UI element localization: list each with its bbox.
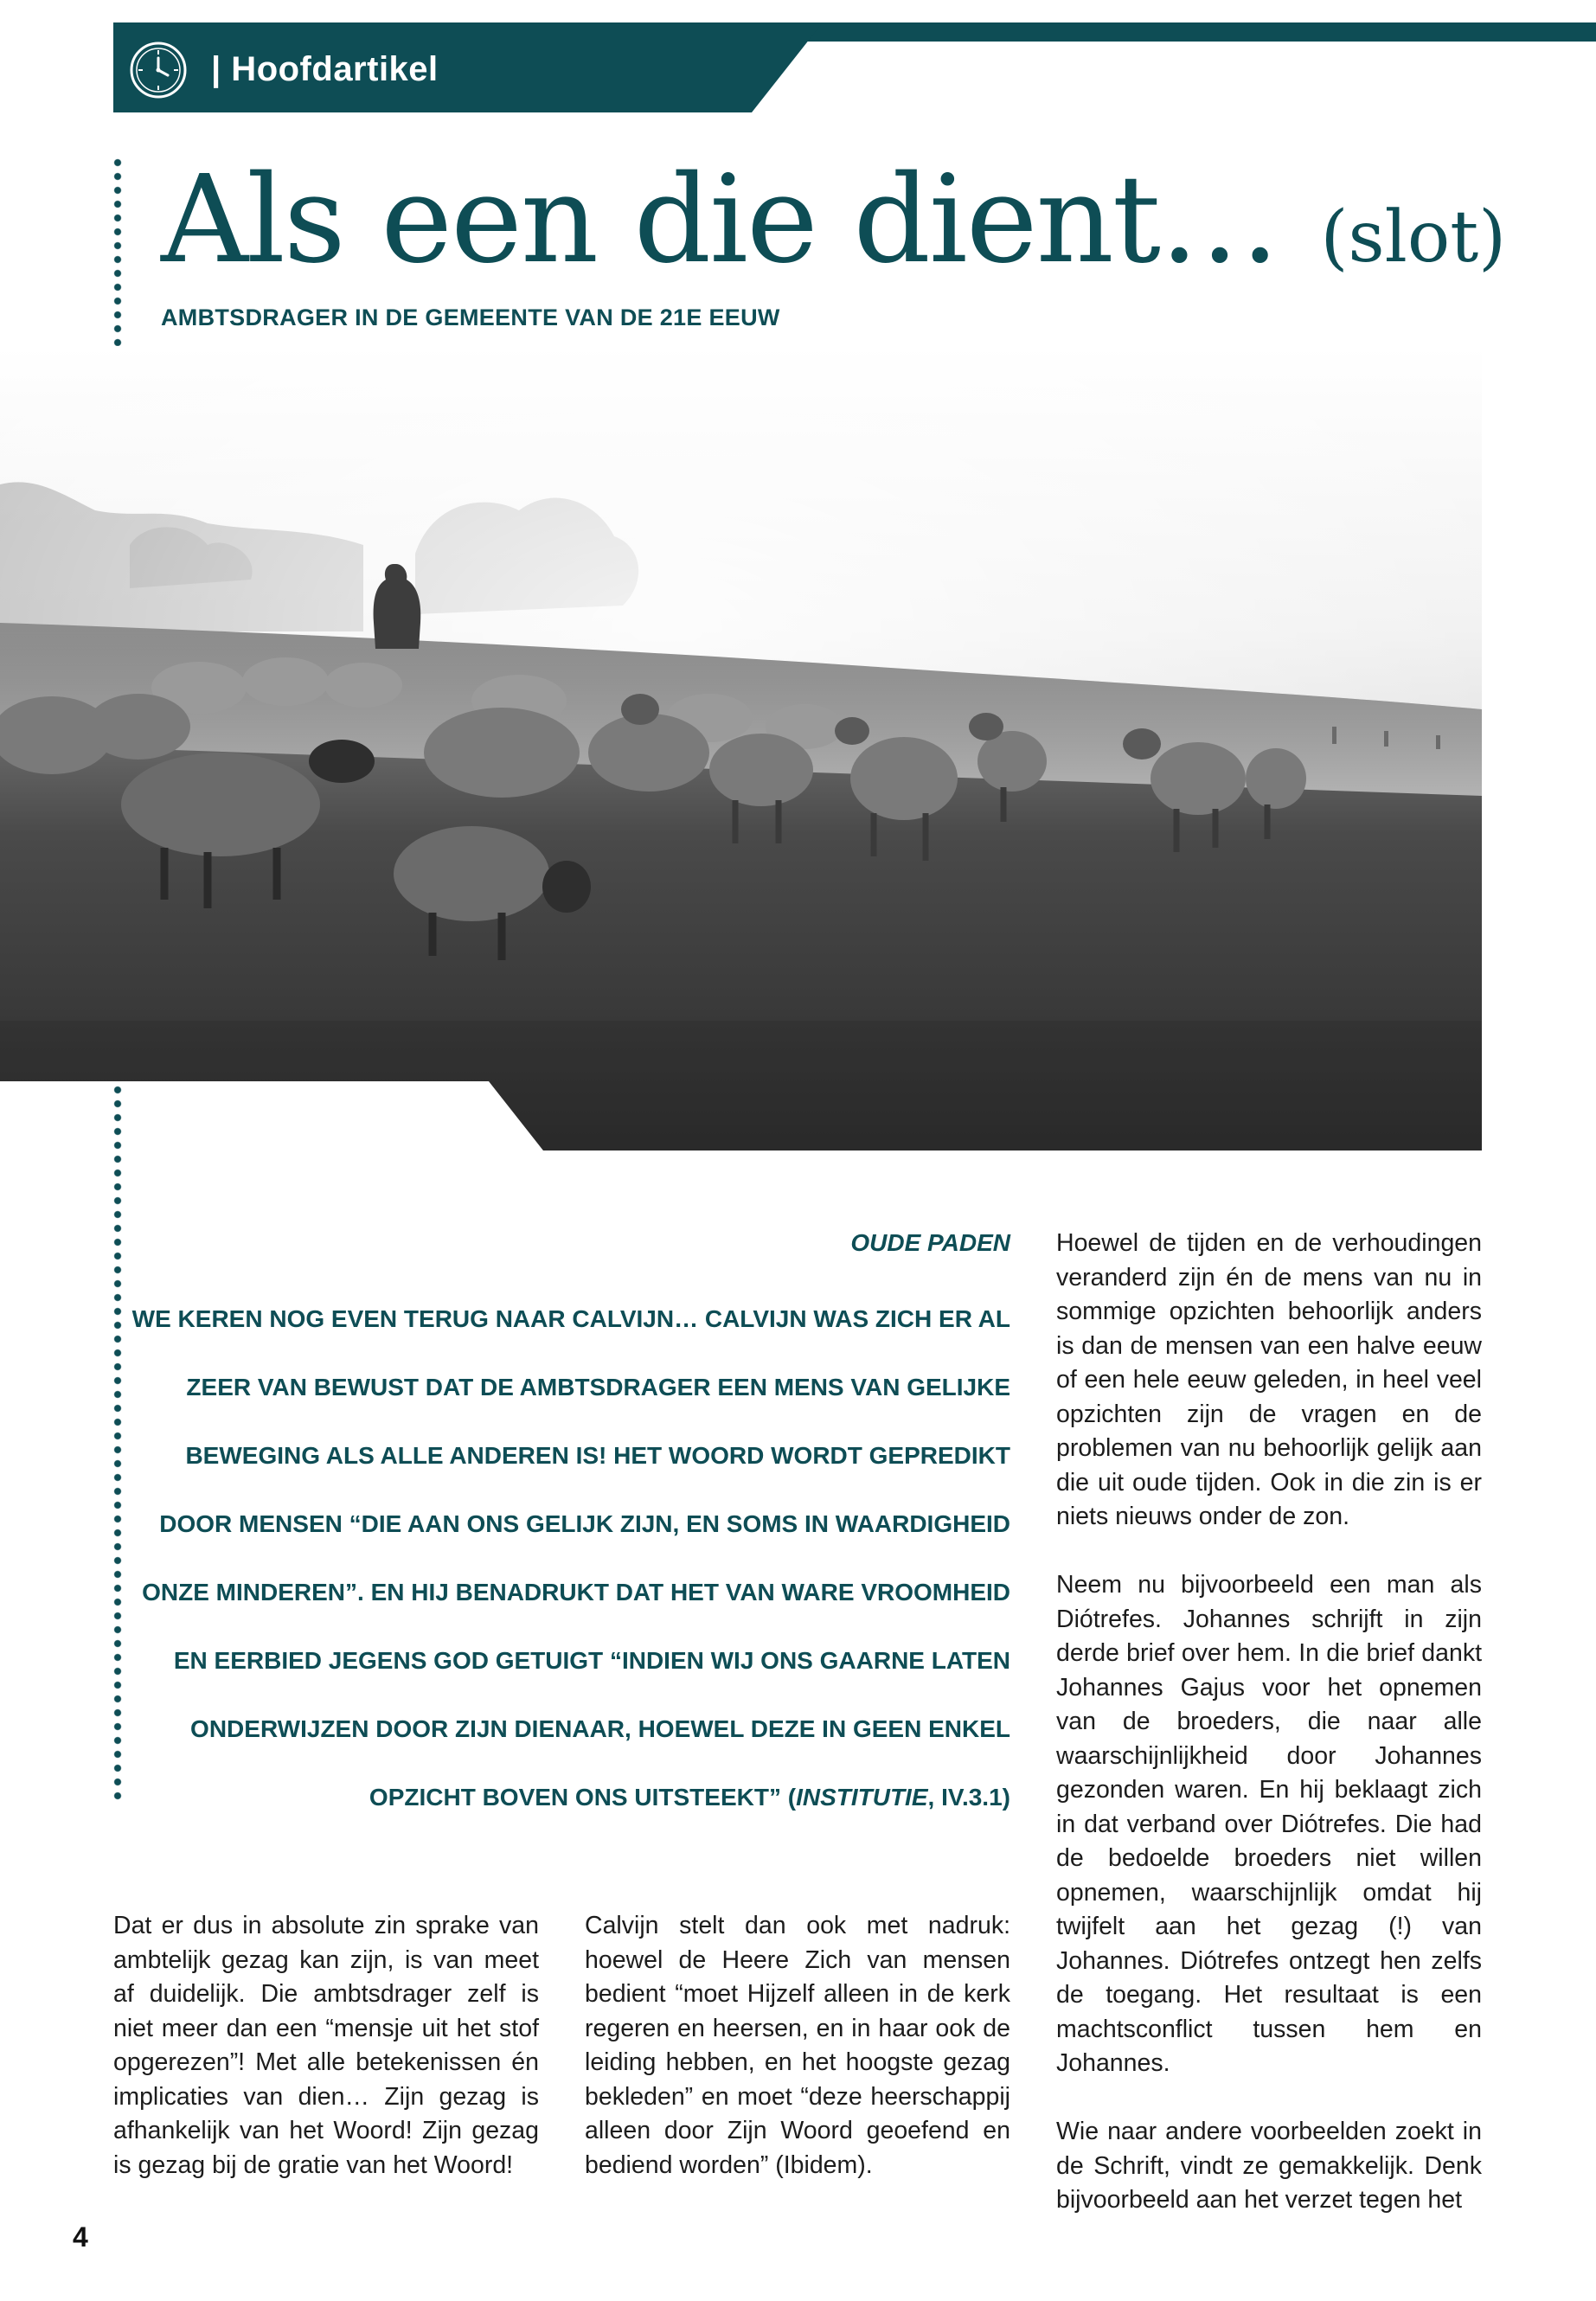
paragraph: Hoewel de tijden en de verhoudingen veranderd zijn én de mens van nu in sommige opzichten behoorlijk anders is dan de mensen van een halve eeuw of een hele eeuw geleden, in heel veel opzichten zijn de vragen en de problemen van nu behoorlijk gelijk aan die uit oude tijden. Ook in die zin is er niets nieuws onder de zon.	[1056, 1229, 1482, 1530]
pull-quote-text: WE KEREN NOG EVEN TERUG NAAR CALVIJN… CALVIJN WAS ZICH ER AL ZEER VAN BEWUST DAT DE AMBTSDRAGER EEN MENS VAN GELIJKE BEWEGING ALS ALLE ANDEREN IS! HET WOORD WORDT GEPREDIKT DOOR MENSEN “DIE AAN ONS GELIJK ZIJN, EN SOMS IN WAARDIGHEID ONZE MINDEREN”. EN HIJ BENADRUKT DAT HET VAN WARE VROOMHEID EN EERBIED JEGENS GOD GETUIGT “INDIEN WIJ ONS GAARNE LATEN ONDERWIJZEN DOOR ZIJN DIENAAR, HOEWEL DEZE IN GEEN ENKEL OPZICHT BOVEN ONS UITSTEEKT” (INSTITUTIE, IV.3.1)	[131, 1305, 1010, 1811]
title-suffix: (slot)	[1320, 196, 1507, 279]
article-subtitle: AMBTSDRAGER IN DE GEMEENTE VAN DE 21E EEUW	[161, 304, 780, 330]
pull-quote-heading: OUDE PADEN	[850, 1229, 1010, 1256]
pull-quote-reference: INSTITUTIE	[796, 1784, 928, 1811]
paragraph: Calvijn stelt dan ook met nadruk: hoewel de Heere Zich van mensen bedient “moet Hijzelf alleen in de kerk regeren en heersen, en in haar ook de leiding hebben, en het hoogste gezag bekleden” en moet “deze heerschappij alleen door Zijn Woord geoefend en bediend worden” (Ibidem).	[585, 1912, 1010, 2179]
clock-icon	[127, 39, 189, 101]
paragraph: Neem nu bijvoorbeeld een man als Diótrefes. Johannes schrijft in zijn derde brief over hem. In die brief dankt Johannes Gajus voor het opnemen van de broeders, die naar alle waarschijnlijkheid door Johannes gezonden waren. En hij beklaagt zich in dat verband over Diótrefes. Die had de bedoelde broeders niet willen opnemen, waarschijnlijk omdat hij twijfelt aan het gezag (!) van Johannes. Diótrefes ontzegt hen zelfs de toegang. Het resultaat is een machtsconflict tussen hem en Johannes.	[1056, 1571, 1482, 2077]
pull-quote	[130, 1222, 1010, 1831]
paragraph: Wie naar andere voorbeelden zoekt in de Schrift, vindt ze gemakkelijk. Denk bijvoorbeeld aan het verzet tegen het	[1056, 2118, 1482, 2214]
paragraph: Dat er dus in absolute zin sprake van ambtelijk gezag kan zijn, is van meet af duidelijk. Die ambtsdrager zelf is niet meer dan een “mensje uit het stof opgerezen”! Met alle betekenissen én implicaties van dien… Zijn gezag is afhankelijk van het Woord! Zijn gezag is gezag bij de gratie van het Woord!	[113, 1912, 539, 2179]
header-top-line	[796, 22, 1596, 42]
title-main: Als een die dient…	[161, 150, 1279, 291]
sheep-flock-photo	[0, 346, 1482, 1150]
article-title	[161, 147, 1506, 311]
body-column-1	[113, 1909, 539, 2182]
page-number: 4	[73, 2221, 88, 2253]
section-label: | Hoofdartikel	[211, 50, 439, 88]
body-column-3	[1056, 1227, 1482, 2218]
body-column-2	[585, 1909, 1010, 2182]
